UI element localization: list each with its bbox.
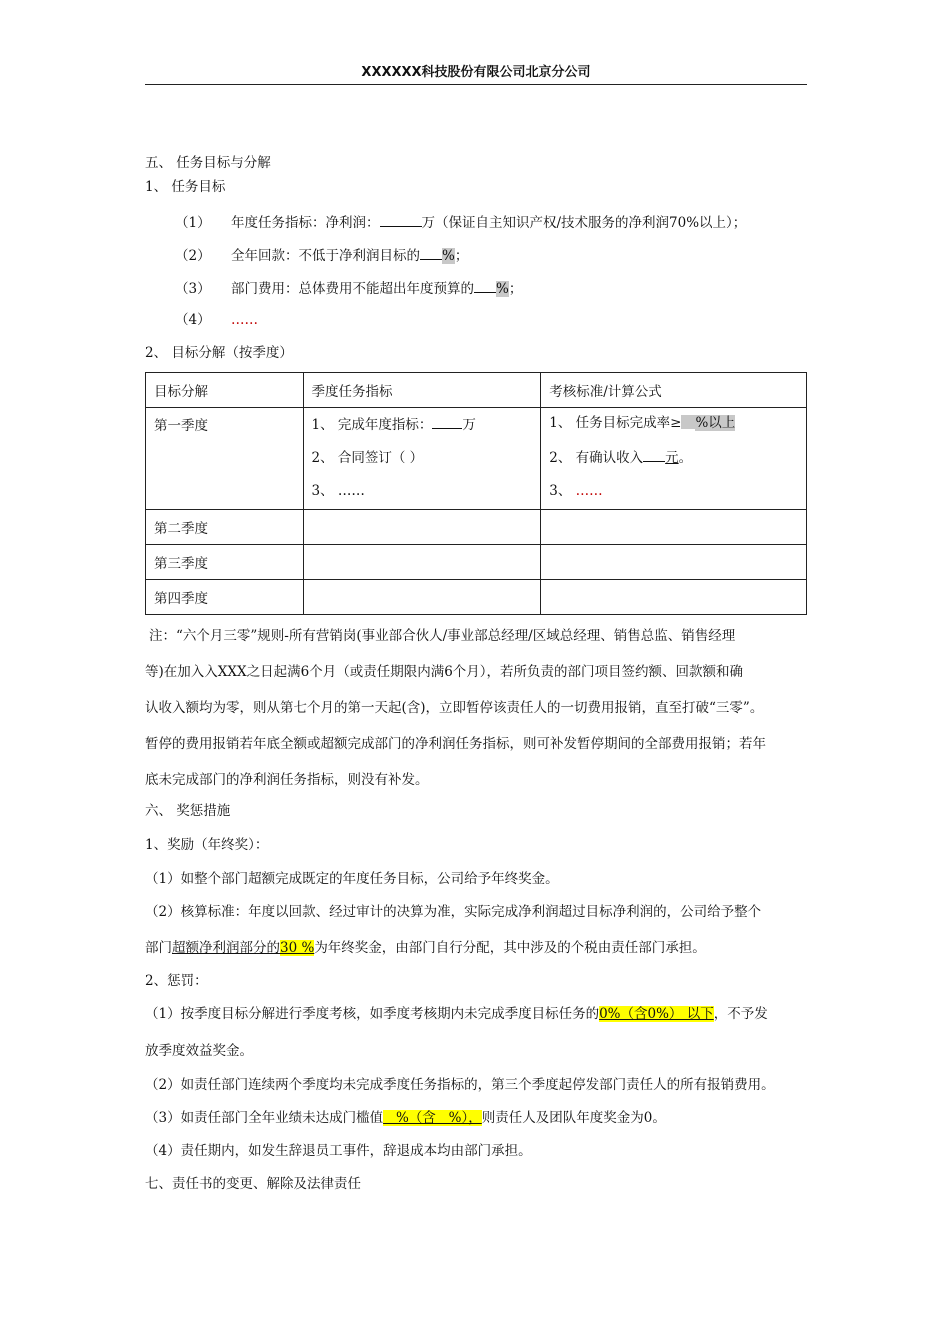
subsection-target-breakdown: 2、 目标分解（按季度） [145,345,293,361]
reward-item-2-cont: 部门超额净利润部分的30 %为年终奖金，由部门自行分配，其中涉及的个税由责任部门承担。 [145,940,706,956]
six-months-three-zero-note: 注：“六个月三零”规则-所有营销岗(事业部合伙人/事业部总经理/区域总经理、销售总监、销售经理 等)在加入入XXX之日起满6个月（或责任期限内满6个月），若所负责的部门项目签约额、回款额和确 认收入额均为零，则从第七个月的第一天起(含)，立即暂停该责任人的一切费用报销，直至打破“三零”。 暂停的费用报销若年底全额或超额完成部门的净利润任务指标，则可补发暂停期间的全部费用报销；若年 底未完成部门的净利润任务指标，则没有补发。 [145,628,766,788]
subsection-task-target: 1、 任务目标 [145,179,226,195]
q1-criteria-cell: 1、 任务目标完成率≥ %以上 2、 有确认收入 元。 3、 …… [541,408,807,510]
penalty-item-4: （4）责任期内，如发生辞退员工事件，辞退成本均由部门承担。 [145,1143,532,1159]
penalty-title: 2、惩罚： [145,973,208,989]
reward-item-2: （2）核算标准：年度以回款、经过审计的决算为准，实际完成净利润超过目标净利润的，公司给予整个 [145,904,762,920]
quarter-label: 第四季度 [146,580,304,615]
quarter-label: 第三季度 [146,545,304,580]
page-header [145,62,807,85]
section-5-title: 五、 任务目标与分解 [145,155,271,171]
collection-blank [420,245,442,260]
penalty-threshold-highlight: 0%（含0%） 以下 [599,1006,714,1022]
section-7-title: 七、责任书的变更、解除及法律责任 [145,1176,361,1192]
section-6-title: 六、 奖惩措施 [145,803,231,819]
table-row [146,510,807,545]
reward-title: 1、奖励（年终奖）： [145,837,269,853]
expense-blank [474,278,496,293]
penalty-item-1-cont: 放季度效益奖金。 [145,1043,253,1059]
company-name: XXXXXX科技股份有限公司北京分公司 [361,65,591,80]
net-profit-blank [380,212,422,227]
target-item-2: （2） 全年回款：不低于净利润目标的 %； [175,245,468,265]
penalty-item-3: （3）如责任部门全年业绩未达成门槛值 %（含 %），则责任人及团队年度奖金为0。 [145,1110,666,1126]
table-row [146,580,807,615]
table-header-cell: 目标分解 [146,373,304,408]
quarter-label: 第二季度 [146,510,304,545]
quarter-label: 第一季度 [146,408,304,510]
target-item-1: （1） 年度任务指标：净利润： 万（保证自主知识产权/技术服务的净利润70%以上）； [175,212,746,232]
target-item-4: （4） …… [175,312,258,328]
penalty-item-2: （2）如责任部门连续两个季度均未完成季度任务指标的，第三个季度起停发部门责任人的所有报销费用。 [145,1077,775,1093]
annual-threshold-highlight: %（含 %）， [383,1110,482,1126]
table-header-cell: 考核标准/计算公式 [541,373,807,408]
table-header-cell: 季度任务指标 [303,373,541,408]
penalty-item-1: （1）按季度目标分解进行季度考核，如季度考核期内未完成季度目标任务的0%（含0%） 以下，不予发 [145,1006,768,1022]
quarterly-target-table [145,372,807,615]
reward-item-1: （1）如整个部门超额完成既定的年度任务目标，公司给予年终奖金。 [145,871,559,887]
target-item-3: （3） 部门费用：总体费用不能超出年度预算的 %； [175,278,522,298]
table-header-row [146,373,807,408]
q1-tasks-cell: 1、 完成年度指标： 万 2、 合同签订（ ） 3、 …… [303,408,541,510]
table-row [146,408,807,510]
table-row [146,545,807,580]
bonus-percent-highlight: 30 % [280,940,315,956]
